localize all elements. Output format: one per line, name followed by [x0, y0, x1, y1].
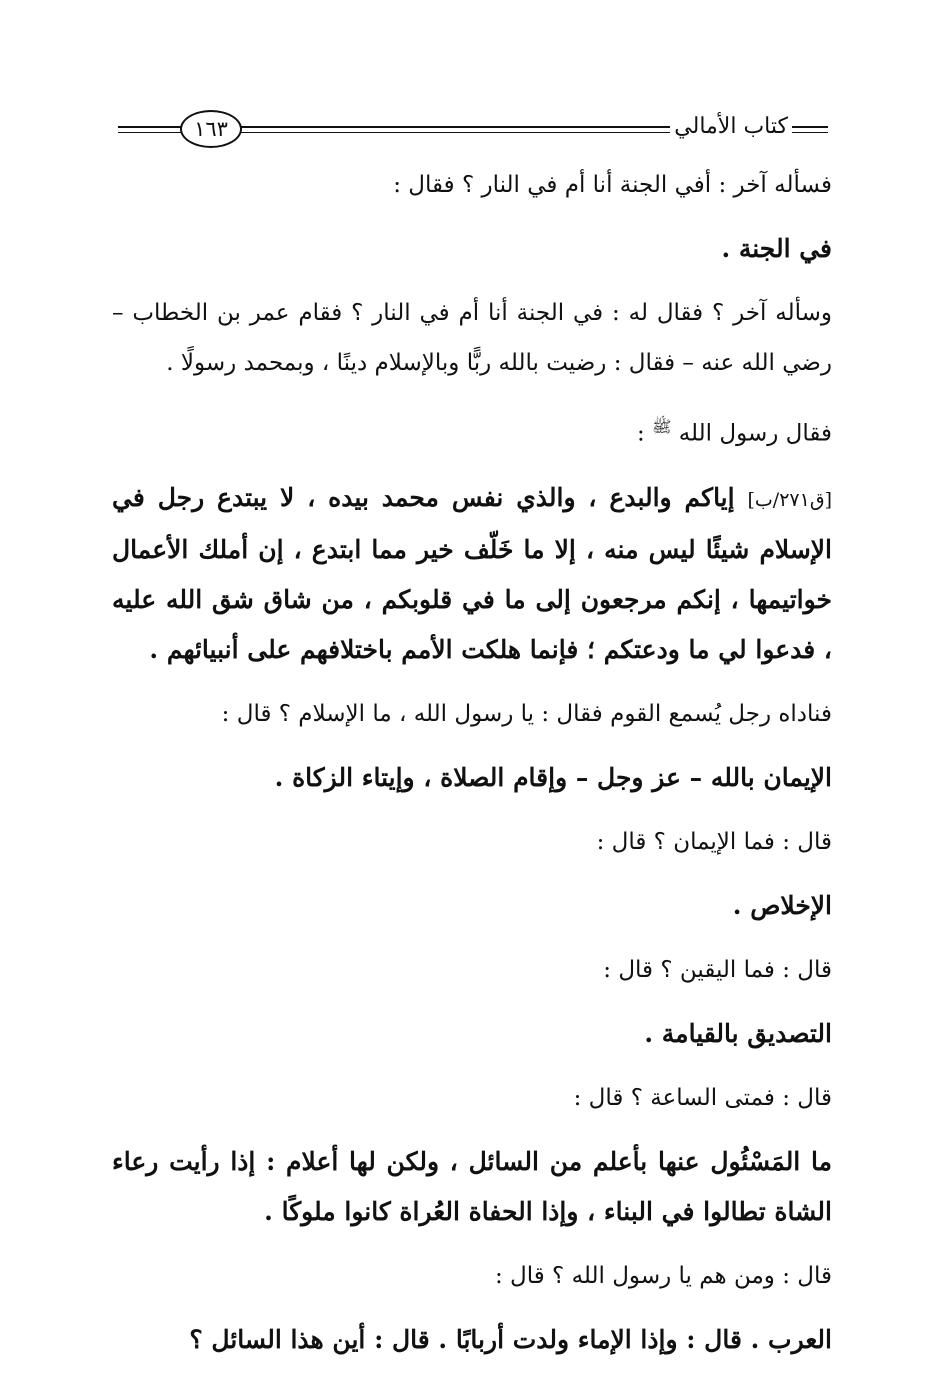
hadith-paragraph	[112, 473, 832, 675]
line-answer-1: في الجنة .	[721, 234, 832, 263]
line-answer-islam: الإيمان بالله – عز وجل – وإقام الصلاة ، وإيتاء الزكاة .	[274, 762, 832, 792]
answer-slaves: قال : وإذا الإماء ولدت أربابًا . قال : أين هذا السائل ؟	[189, 1324, 742, 1354]
hadith-text: إياكم والبدع ، والذي نفس محمد بيده ، لا يبتدع رجل في الإسلام شيئًا ليس منه ، إلا ما خَلّف خير مما ابتدع ، إن أملك الأعمال خواتيمها ، إنكم مرجعون إلى ما في قلوبكم ، من شاق شق الله عليه ، فدعوا لي ما ودعتكم ؛ فإنما هلكت الأمم باختلافهم على أنبيائهم .	[112, 482, 832, 664]
line-question-who: قال : ومن هم يا رسول الله ؟ قال :	[494, 1262, 832, 1289]
line-question-1: فسأله آخر : أفي الجنة أنا أم في النار ؟ فقال :	[393, 172, 832, 198]
line-question-2: وسأله آخر ؟ فقال له : في الجنة أنا أم في النار ؟ فقام عمر بن الخطاب – رضي الله عنه – فقال : رضيت بالله ربًّا وبالإسلام دينًا ، وبمحمد رسولًا .	[112, 300, 832, 376]
page-number: ١٦٣	[180, 110, 242, 148]
page-header	[118, 108, 828, 152]
header-rule-left	[118, 126, 188, 128]
line-question-hour: قال : فمتى الساعة ؟ قال :	[573, 1084, 832, 1111]
book-title: كتاب الأمالي	[670, 114, 792, 139]
prophet-said-colon: :	[637, 420, 645, 447]
header-rule-left-lower	[118, 132, 188, 133]
line-question-yaqin: قال : فما اليقين ؟ قال :	[603, 956, 832, 983]
manuscript-ref: [ق٢٧١/ب]	[747, 488, 832, 511]
line-answer-who	[112, 1315, 832, 1365]
line-question-islam: فناداه رجل يُسمع القوم فقال : يا رسول الله ، ما الإسلام ؟ قال :	[221, 700, 832, 727]
line-question-iman: قال : فما الإيمان ؟ قال :	[596, 828, 832, 855]
line-answer-hour: ما المَسْئُول عنها بأعلم من السائل ، ولكن لها أعلام : إذا رأيت رعاء الشاة تطالوا في البناء ، وإذا الحفاة العُراة كانوا ملوكًا .	[112, 1146, 832, 1226]
line-answer-iman: الإخلاص .	[732, 890, 832, 920]
answer-arabs: العرب .	[750, 1324, 832, 1354]
pbuh-symbol: ﷺ	[652, 417, 672, 436]
prophet-said-text: فقال رسول الله	[678, 420, 832, 447]
line-prophet-said	[112, 402, 832, 459]
page-body	[112, 160, 832, 1365]
line-answer-yaqin: التصديق بالقيامة .	[644, 1018, 832, 1048]
